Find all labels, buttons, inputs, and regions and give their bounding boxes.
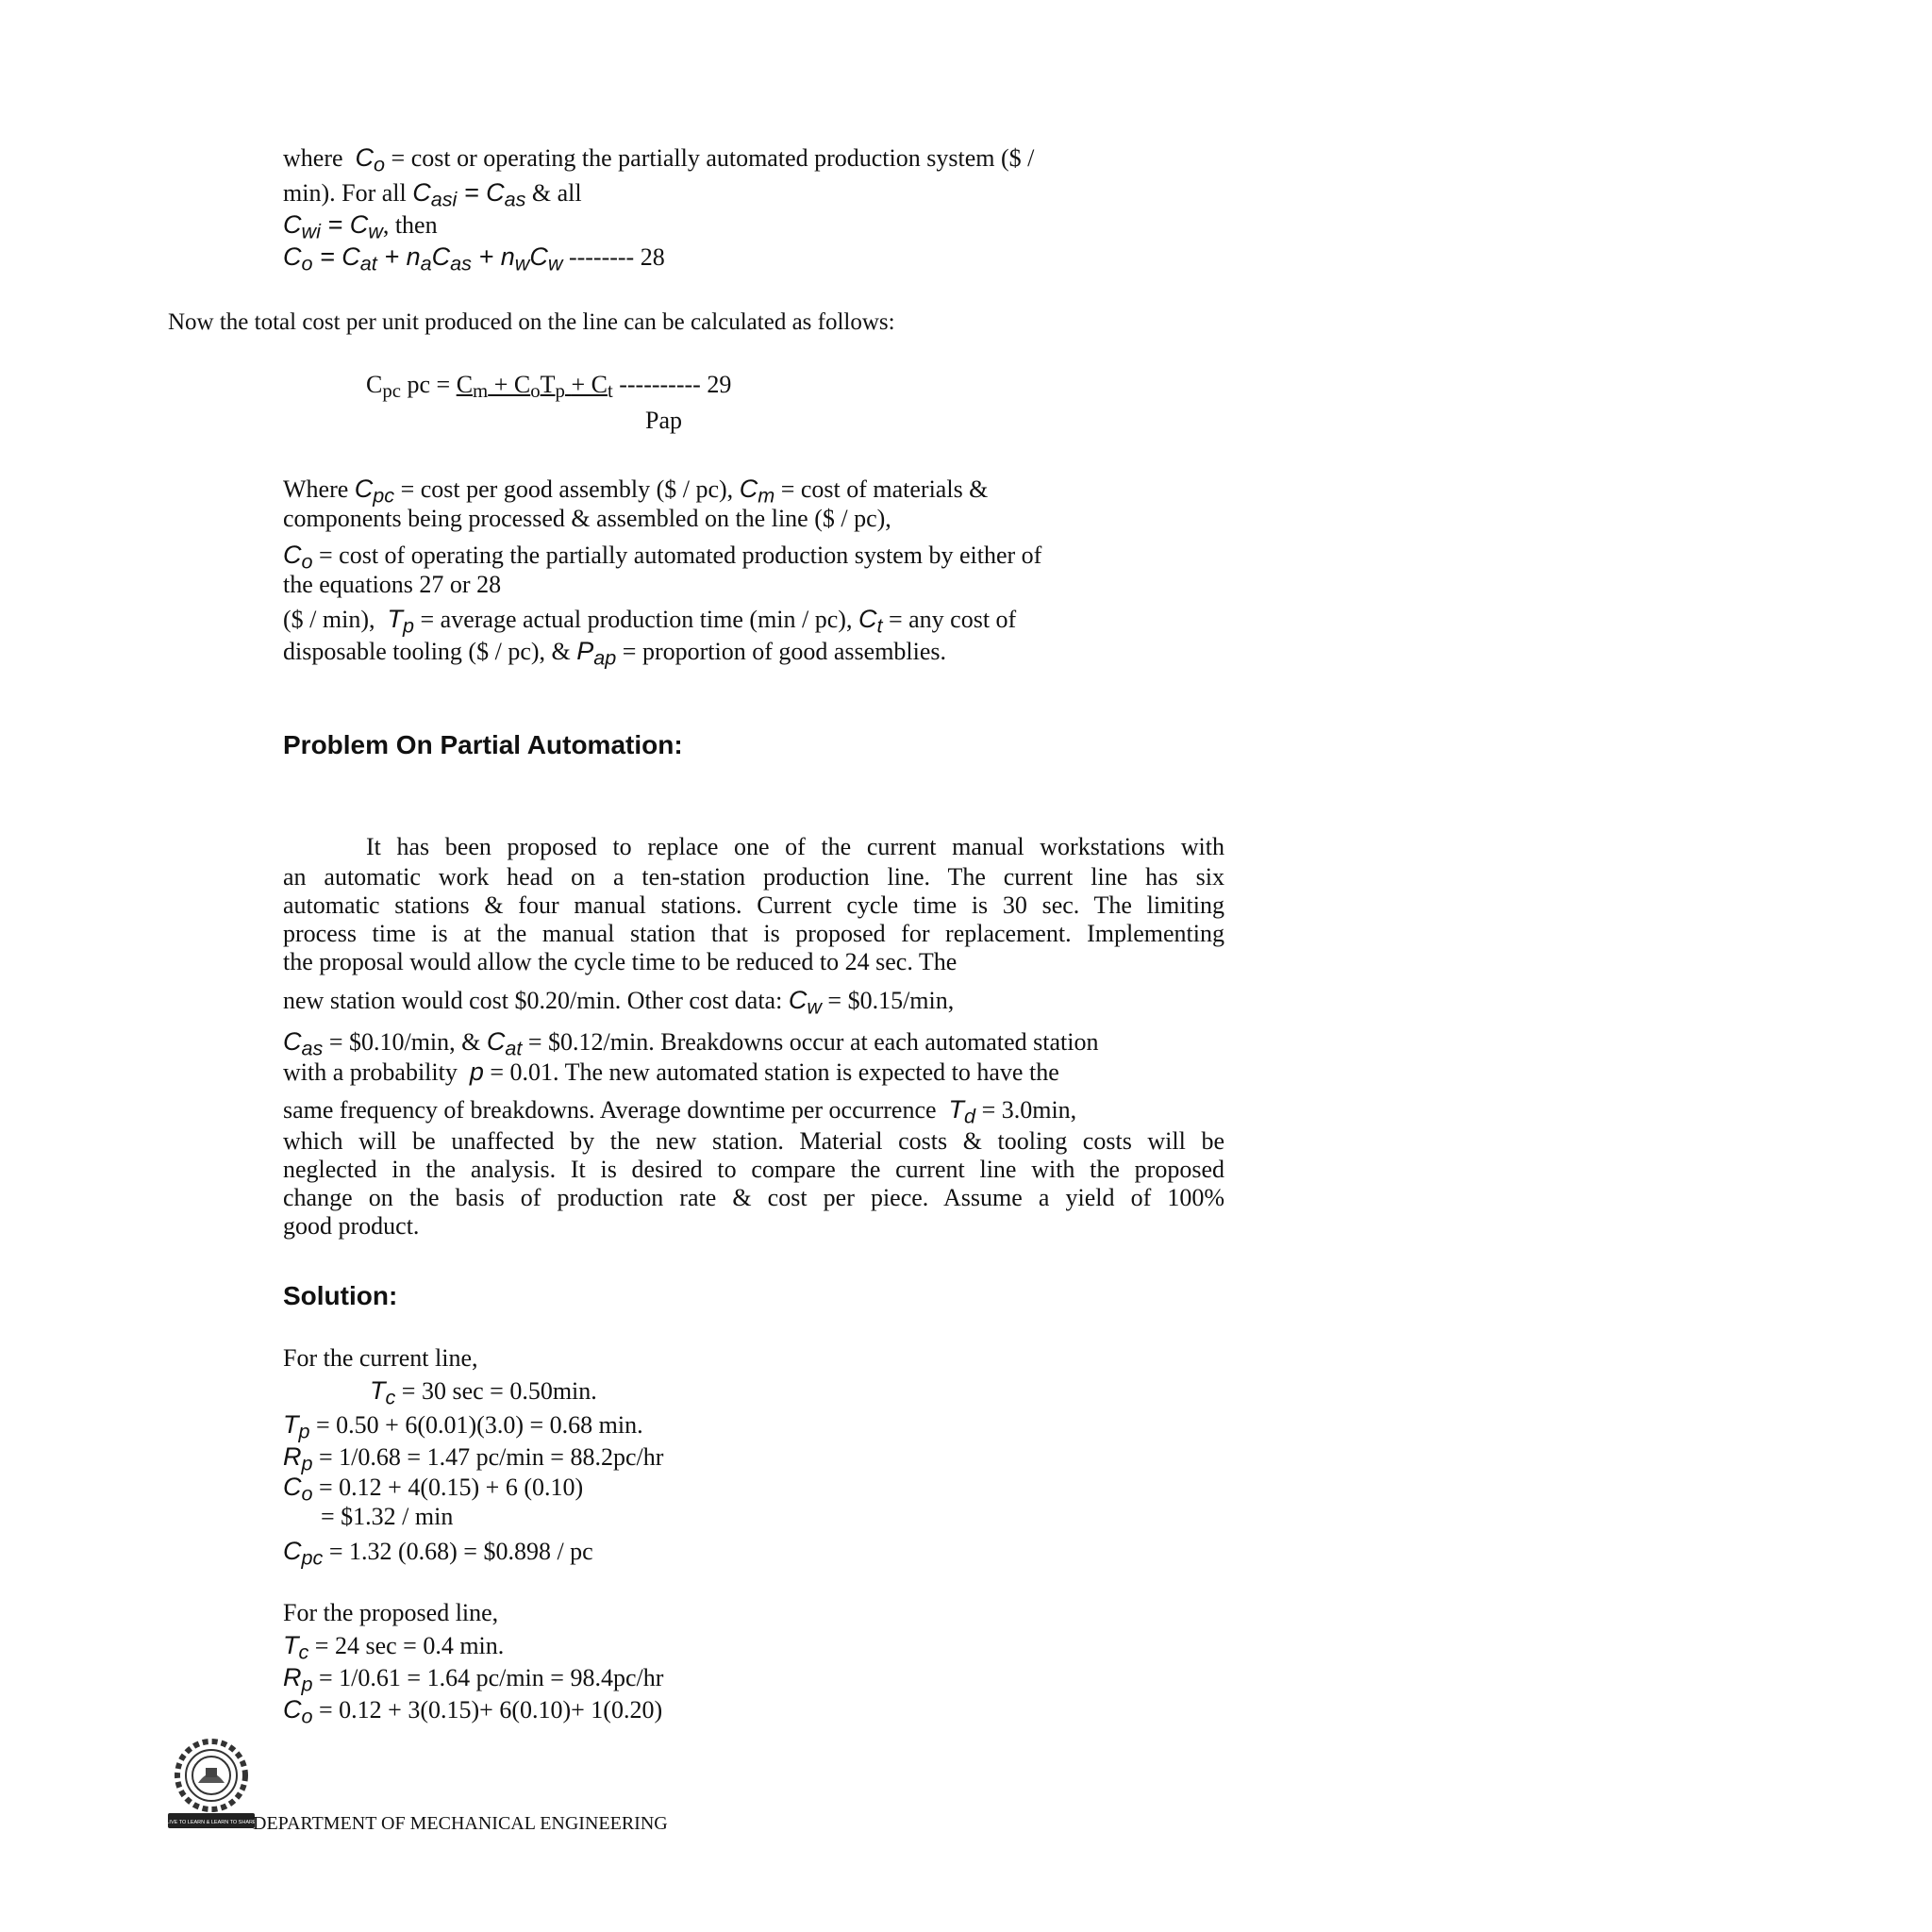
problem-text: an automatic work head on a ten-station production line. The current line has six — [283, 863, 1224, 891]
problem-text: automatic stations & four manual stations. Current cycle time is 30 sec. The limiting — [283, 891, 1224, 919]
solution-text: $T_c = 30$ sec = 0.50min. — [370, 1376, 597, 1409]
problem-text: It has been proposed to replace one of the current manual workstations with — [366, 833, 1224, 860]
problem-heading: Problem On Partial Automation: — [283, 730, 683, 759]
solution-text: = $1.32 / min — [321, 1503, 454, 1530]
text-line: $C_o = \cos t$ of operating the partially automated production system by either of — [283, 541, 1042, 574]
problem-text: with a probability p = 0.01. The new automated station is expected to have the — [283, 1058, 1059, 1086]
solution-text: $C_{pc} = 1.32$ (0.68) = $0.898 / pc — [283, 1537, 593, 1570]
equation-29-denominator: Pap — [645, 407, 682, 434]
problem-text: same frequency of breakdowns. Average downtime per occurrence $T_d = 3.0\min$, — [283, 1095, 1077, 1128]
problem-text: which will be unaffected by the new station. Material costs & tooling costs will be — [283, 1127, 1224, 1155]
text-line: disposable tooling ($ / pc), & $P_{ap}$ = proportion of good assemblies. — [283, 637, 947, 670]
text-line: ($ / min), $T_p$ = average actual production time (min / pc), $C_t$ = any cost of — [283, 605, 1017, 638]
text-line: $C_{wi} = C_w$, then — [283, 210, 438, 243]
text-line: min). For all $C_{asi} = C_{as}$ & all — [283, 178, 582, 211]
lead-paragraph: Now the total cost per unit produced on the line can be calculated as follows: — [168, 309, 895, 335]
equation-29: $C_{pc}$ pc = $C_m + C_oT_p + C_t$ ---------- 29 — [366, 371, 732, 403]
text-line: where $C_o = \cos t$ or operating the partially automated production system ($ / — [283, 143, 1035, 176]
problem-text: change on the basis of production rate & cost per piece. Assume a yield of 100% — [283, 1184, 1224, 1211]
problem-text: process time is at the manual station that is proposed for replacement. Implementing — [283, 920, 1224, 947]
problem-text: the proposal would allow the cycle time to be reduced to 24 sec. The — [283, 948, 958, 975]
solution-heading: Solution: — [283, 1281, 398, 1310]
problem-text: neglected in the analysis. It is desired to compare the current line with the proposed — [283, 1156, 1224, 1183]
solution-text: $T_c = 24$ sec = 0.4 min. — [283, 1631, 505, 1664]
text-line: Where $C_{pc} = \cos t$ per good assembly ($ / pc), $C_m = \cos t$ of materials & — [283, 475, 989, 508]
problem-text: good product. — [283, 1212, 420, 1240]
text-line: the equations 27 or 28 — [283, 571, 502, 598]
footer-department: DEPARTMENT OF MECHANICAL ENGINEERING — [253, 1813, 668, 1834]
solution-text: $C_o = 0.12 + 3(0.15)+ 6(0.10)+ 1(0.20)$ — [283, 1695, 663, 1728]
solution-text: $C_o = 0.12 + 4(0.15) + 6$ (0.10) — [283, 1473, 584, 1506]
solution-text: $T_p = 0.50 + 6(0.01)(3.0) = 0.68$ min. — [283, 1410, 643, 1443]
college-logo-icon — [168, 1736, 255, 1832]
logo-motto: LIVE TO LEARN & LEARN TO SHARE — [168, 1820, 255, 1825]
solution-text: $R_p = 1/0.61 = 1.64$ pc/min = 98.4pc/hr — [283, 1663, 664, 1696]
equation-28: $C_o = C_{at} + n_aC_{as} + n_wC_w$ -------- 28 — [283, 242, 665, 275]
solution-text: $R_p = 1/0.68 = 1.47$ pc/min = 88.2pc/hr — [283, 1442, 664, 1475]
problem-text: new station would cost $0.20/min. Other cost data: $C_w$ = $0.15/min, — [283, 986, 955, 1019]
problem-text: $C_{as}$ = $0.10/min, & $C_{at}$ = $0.12/min. Breakdowns occur at each automated station — [283, 1027, 1099, 1060]
solution-text: For the proposed line, — [283, 1599, 499, 1626]
text-line: components being processed & assembled on the line ($ / pc), — [283, 505, 891, 532]
solution-text: For the current line, — [283, 1344, 478, 1372]
